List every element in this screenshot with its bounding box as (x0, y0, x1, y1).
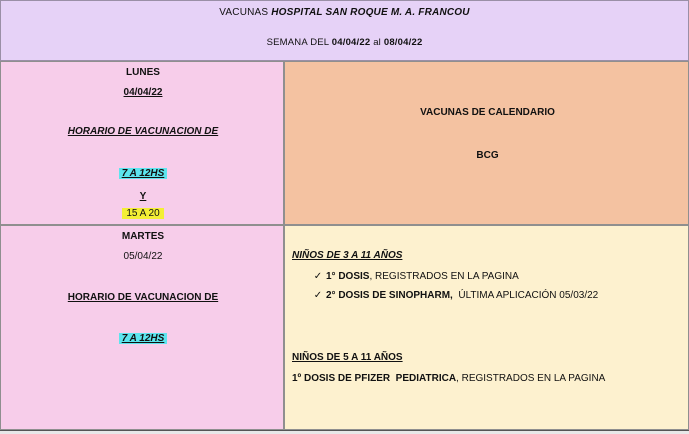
check-icon: ✓ (313, 271, 323, 282)
monday-schedule-cell (0, 61, 284, 225)
next-row-edge (0, 430, 689, 434)
monday-date: 04/04/22 (123, 87, 163, 98)
week-start-date: 04/04/22 (331, 37, 371, 48)
monday-slot-morning: 7 A 12HS (119, 168, 168, 179)
tuesday-schedule-cell (0, 225, 284, 430)
tuesday-slot-morning: 7 A 12HS (119, 333, 168, 344)
group-3-11-item-2 (313, 290, 598, 301)
monday-vaccines-cell (284, 61, 689, 225)
monday-vaccines-title: VACUNAS DE CALENDARIO (420, 107, 555, 118)
item-1-detail: , REGISTRADOS EN LA PAGINA (369, 271, 519, 282)
group-5-11-item (292, 373, 605, 384)
monday-vaccine-bcg: BCG (476, 150, 499, 161)
group-3-11-title: NIÑOS DE 3 A 11 AÑOS (292, 250, 403, 261)
tuesday-date: 05/04/22 (123, 251, 163, 262)
week-range (1, 37, 688, 48)
week-connector: al (370, 37, 384, 48)
monday-slot-joiner: Y (139, 191, 147, 202)
monday-day-label: LUNES (126, 67, 160, 78)
group-5-11-title: NIÑOS DE 5 A 11 AÑOS (292, 352, 403, 363)
item-1-dose: 1° DOSIS (326, 271, 370, 282)
week-end-date: 08/04/22 (383, 37, 423, 48)
group-3-11-item-1 (313, 271, 519, 282)
item-2-detail: ÚLTIMA APLICACIÓN 05/03/22 (452, 290, 599, 301)
tuesday-schedule-label: HORARIO DE VACUNACION DE (67, 292, 219, 303)
monday-schedule-label: HORARIO DE VACUNACION DE (67, 126, 219, 137)
check-icon: ✓ (313, 290, 323, 301)
tuesday-vaccines-cell (284, 225, 689, 430)
hospital-name: HOSPITAL SAN ROQUE M. A. FRANCOU (271, 7, 470, 18)
pfizer-dose: 1º DOSIS DE PFIZER PEDIATRICA (292, 373, 457, 384)
header-title-prefix: VACUNAS (219, 7, 272, 18)
tuesday-day-label: MARTES (121, 231, 165, 242)
monday-slot-afternoon: 15 A 20 (122, 208, 163, 219)
week-prefix: SEMANA DEL (266, 37, 332, 48)
item-2-dose: 2° DOSIS DE SINOPHARM, (326, 290, 453, 301)
header-title (1, 7, 688, 18)
pfizer-detail: , REGISTRADOS EN LA PAGINA (456, 373, 606, 384)
schedule-header (0, 0, 689, 61)
